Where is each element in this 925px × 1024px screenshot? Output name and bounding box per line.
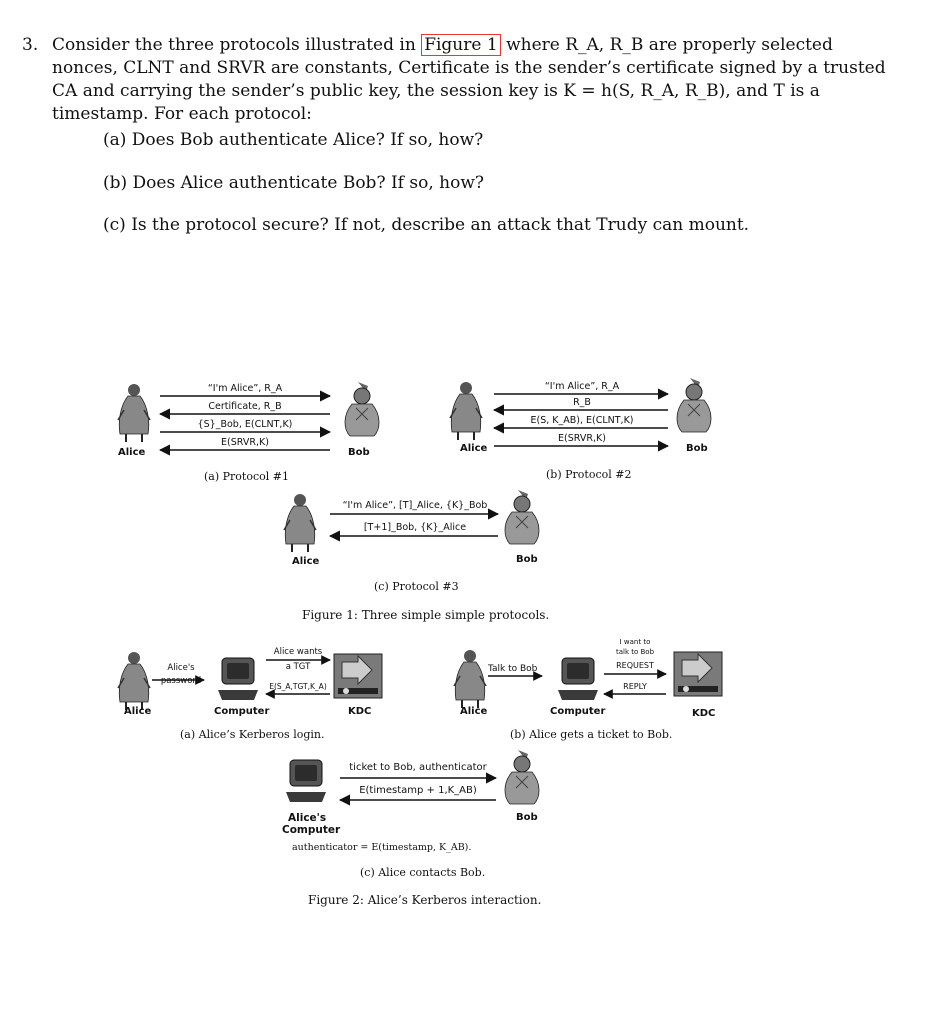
k3-computer-line1: Alice's <box>288 812 327 824</box>
p2-bob-label: Bob <box>686 443 708 454</box>
k2-talk: Talk to Bob <box>488 664 538 674</box>
k3-bob-label: Bob <box>516 812 538 823</box>
alice-figure-p3 <box>284 494 316 552</box>
p2-alice-label: Alice <box>460 443 488 454</box>
computer-icon-k1 <box>218 658 258 700</box>
k2-request: REQUEST <box>616 661 654 670</box>
k2-reply: REPLY <box>623 682 647 691</box>
k1-kdc-label: KDC <box>348 706 372 717</box>
p2-msg-2: R_B <box>573 397 591 408</box>
computer-icon-k2 <box>558 658 598 700</box>
bob-figure-p2 <box>677 378 711 432</box>
alice-figure-k1 <box>118 652 150 710</box>
figure-2-caption: Figure 2: Alice’s Kerberos interaction. <box>308 893 542 907</box>
p3-bob-label: Bob <box>516 554 538 565</box>
alice-figure-k2 <box>454 650 486 708</box>
k1-password-label <box>156 662 206 688</box>
p1-caption: (a) Protocol #1 <box>204 470 289 483</box>
k2-caption: (b) Alice gets a ticket to Bob. <box>510 728 673 741</box>
k3-msg-1: ticket to Bob, authenticator <box>349 762 487 773</box>
k1-password-text: Alice's password <box>160 663 202 686</box>
k3-msg-2: E(timestamp + 1,K_AB) <box>359 785 477 796</box>
question-part-b: (b) Does Alice authenticate Bob? If so, how? <box>103 173 484 193</box>
p2-msg-3: E(S, K_AB), E(CLNT,K) <box>530 415 634 426</box>
k3-caption: (c) Alice contacts Bob. <box>360 866 486 879</box>
question-number: 3. <box>22 35 39 55</box>
p3-msg-1: “I'm Alice”, [T]_Alice, {K}_Bob <box>342 500 488 511</box>
k3-computer-line2: Computer <box>282 824 341 836</box>
k2-alice-label: Alice <box>460 706 488 717</box>
p2-msg-1: “I'm Alice”, R_A <box>544 381 620 392</box>
p3-alice-label: Alice <box>292 556 320 567</box>
question-text-end: where R_A, R_B are properly selected nonces, CLNT and SRVR are constants, Certificate is the sender’s certificate signed by a trusted CA and carrying the sender’s public key, the session key is K = h(S, R_A, R_B), and T is a timestamp. For each protocol: <box>52 35 886 124</box>
k1-reply: E(S_A,TGT,K_A) <box>269 682 327 691</box>
p1-msg-2: Certificate, R_B <box>208 401 282 412</box>
k2-kdc-label: KDC <box>692 708 716 719</box>
p1-alice-label: Alice <box>118 447 146 458</box>
p1-msg-1: “I'm Alice”, R_A <box>207 383 283 394</box>
kdc-icon-k1 <box>334 654 382 698</box>
computer-icon-k3 <box>286 760 326 802</box>
bob-figure-p1 <box>345 382 379 436</box>
p3-caption: (c) Protocol #3 <box>374 580 459 593</box>
question-text-start: Consider the three protocols illustrated in <box>52 35 422 55</box>
k3-authenticator: authenticator = E(timestamp, K_AB). <box>292 842 472 853</box>
figure-link[interactable]: Figure 1 <box>421 34 500 56</box>
p3-msg-2: [T+1]_Bob, {K}_Alice <box>363 522 467 533</box>
k1-computer-label: Computer <box>214 706 270 717</box>
figure-1-caption: Figure 1: Three simple simple protocols. <box>302 608 550 622</box>
kdc-icon-k2 <box>674 652 722 696</box>
bob-figure-k3 <box>505 750 539 804</box>
p2-msg-4: E(SRVR,K) <box>558 433 606 444</box>
bob-figure-p3 <box>505 490 539 544</box>
k2-computer-label: Computer <box>550 706 606 717</box>
question-part-a: (a) Does Bob authenticate Alice? If so, how? <box>103 130 484 150</box>
k2-want-line2: talk to Bob <box>615 648 655 656</box>
p1-bob-label: Bob <box>348 447 370 458</box>
k1-alice-label: Alice <box>124 706 152 717</box>
k1-caption: (a) Alice’s Kerberos login. <box>180 728 325 741</box>
alice-figure-p1 <box>118 384 150 442</box>
p1-msg-4: E(SRVR,K) <box>221 437 269 448</box>
alice-figure-p2 <box>450 382 482 440</box>
k2-want-line1: I want to <box>619 638 651 646</box>
k1-request-line2: a TGT <box>285 662 311 672</box>
p1-msg-3: {S}_Bob, E(CLNT,K) <box>197 419 293 430</box>
p2-caption: (b) Protocol #2 <box>546 468 632 481</box>
k1-request-line1: Alice wants <box>273 647 323 657</box>
kerberos-ticket-diagram <box>454 650 722 708</box>
question-part-c: (c) Is the protocol secure? If not, describe an attack that Trudy can mount. <box>103 215 750 235</box>
